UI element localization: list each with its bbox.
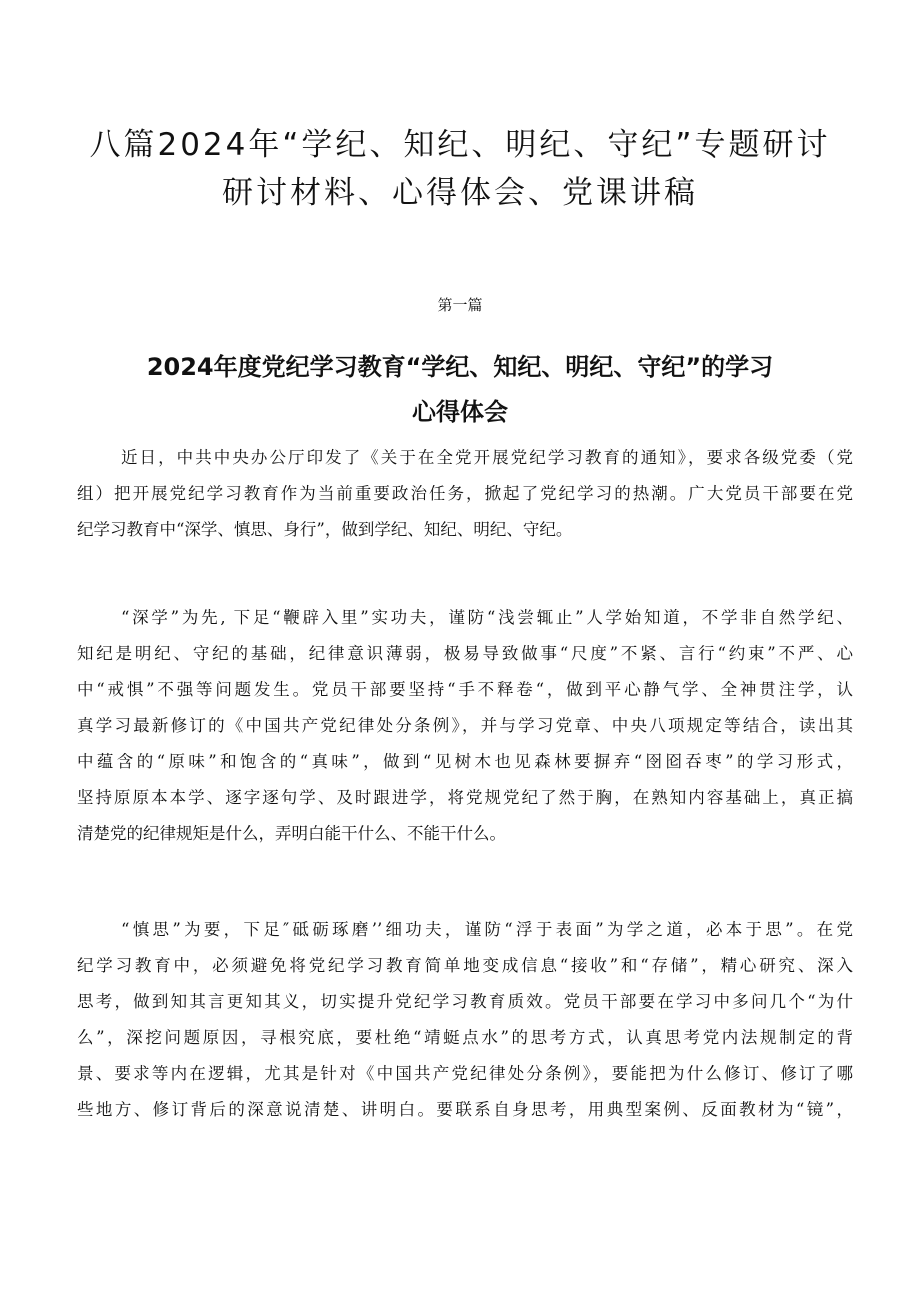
section-title-line-1: 2024年度党纪学习教育“学纪、知纪、明纪、守纪”的学习: [146, 353, 774, 381]
paragraph-line: 中“戒惧”不强等问题发生。党员干部要坚持“手不释卷“，做到平心静气学、全神贯注学，认: [77, 680, 853, 699]
paragraph-line: 么”，深挖问题原因，寻根究底，要杜绝“靖蜓点水”的思考方式，认真思考党内法规制定的背: [77, 1028, 853, 1047]
paragraph-line: 纪学习教育中“深学、慎思、身行”，做到学纪、知纪、明纪、守纪。: [77, 520, 573, 539]
paragraph-line: 清楚党的纪律规矩是什么，弄明白能干什么、不能干什么。: [77, 824, 506, 843]
section-title-line-2: 心得体会: [412, 398, 508, 426]
paragraph-line: 纪学习教育中，必须避免将党纪学习教育简单地变成信息“接收”和“存储”，精心研究、深入: [77, 956, 853, 975]
paragraph-line: 中蕴含的“原味”和饱含的“真味”，做到“见树木也见森林要摒弃“囹囵吞枣”的学习形式，: [77, 752, 853, 771]
document-title-line-1: 八篇2024年“学纪、知纪、明纪、守纪”专题研讨: [89, 127, 831, 163]
paragraph-line: 知纪是明纪、守纪的基础，纪律意识薄弱，极易导致做事“尺度”不紧、言行“约束”不严、心: [77, 644, 853, 663]
paragraph-line: 组）把开展党纪学习教育作为当前重要政治任务，掀起了党纪学习的热潮。广大党员干部要在党: [77, 484, 853, 503]
paragraph-line: 思考，做到知其言更知其义，切实提升党纪学习教育质效。党员干部要在学习中多问几个“为什: [77, 992, 853, 1011]
section-label: 第一篇: [437, 296, 483, 314]
paragraph-line: “深学”为先, 下足“鞭辟入里”实功夫，谨防“浅尝辄止”人学始知道，不学非自然学纪、: [121, 608, 853, 627]
paragraph-1: [77, 440, 853, 548]
paragraph-2: [77, 600, 853, 852]
paragraph-line: 景、要求等内在逻辑，尤其是针对《中国共产党纪律处分条例》，要能把为什么修订、修订了哪: [77, 1064, 853, 1083]
paragraph-3: [77, 912, 853, 1128]
paragraph-line: 些地方、修订背后的深意说清楚、讲明白。要联系自身思考，用典型案例、反面教材为“镜”，: [77, 1100, 853, 1119]
paragraph-line: 近日，中共中央办公厅印发了《关于在全党开展党纪学习教育的通知》，要求各级党委（党: [121, 448, 853, 467]
paragraph-line: “慎思”为要，下足″砥砺琢磨’’细功夫，谨防“浮于表面”为学之道，必本于思”。在党: [121, 920, 853, 939]
document-title-line-2: 研讨材料、心得体会、党课讲稿: [222, 175, 698, 211]
paragraph-line: 坚持原原本本学、逐字逐句学、及时跟进学，将党规党纪了然于胸，在熟知内容基础上，真正搞: [77, 788, 853, 807]
paragraph-line: 真学习最新修订的《中国共产党纪律处分条例》，并与学习党章、中央八项规定等结合，读出其: [77, 716, 853, 735]
